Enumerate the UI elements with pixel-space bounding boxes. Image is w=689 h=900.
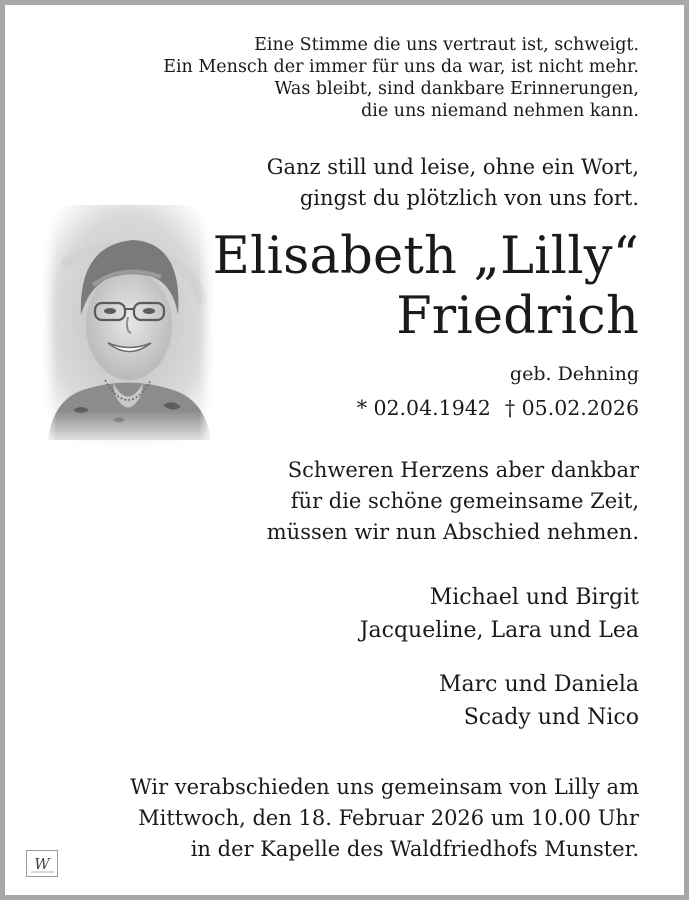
death-date: † 05.02.2026 [504, 396, 639, 420]
message-line: Schweren Herzens aber dankbar [287, 458, 639, 482]
life-dates [357, 393, 639, 423]
family-line: Michael und Birgit [429, 585, 639, 610]
portrait-photo [43, 205, 213, 447]
second-verse [267, 152, 639, 214]
birth-date: * 02.04.1942 [356, 396, 491, 420]
portrait-image [43, 205, 213, 447]
birth-name: geb. Dehning [509, 363, 639, 385]
svg-text:W: W [34, 855, 50, 873]
last-name: Friedrich [396, 287, 639, 346]
family-line: Scady und Nico [463, 705, 639, 730]
family-group-2 [439, 668, 639, 734]
verse-line: gingst du plötzlich von uns fort. [299, 186, 639, 210]
service-line: Mittwoch, den 18. Februar 2026 um 10.00 Uhr [138, 806, 639, 830]
poem-line: Ein Mensch der immer für uns da war, ist nicht mehr. [163, 57, 639, 77]
logo-mark [26, 850, 58, 877]
opening-poem [163, 34, 639, 122]
family-line: Marc und Daniela [438, 672, 639, 697]
farewell-message [267, 455, 639, 548]
deceased-name [213, 227, 639, 347]
family-line: Jacqueline, Lara und Lea [359, 618, 639, 643]
message-line: für die schöne gemeinsame Zeit, [290, 489, 639, 513]
publisher-logo-icon [26, 850, 58, 877]
poem-line: die uns niemand nehmen kann. [361, 101, 639, 121]
verse-line: Ganz still und leise, ohne ein Wort, [266, 155, 639, 179]
service-line: in der Kapelle des Waldfriedhofs Munster. [190, 837, 639, 861]
service-announcement [130, 772, 639, 865]
service-line: Wir verabschieden uns gemeinsam von Lilly am [130, 775, 639, 799]
poem-line: Eine Stimme die uns vertraut ist, schweigt. [254, 35, 639, 55]
poem-line: Was bleibt, sind dankbare Erinnerungen, [274, 79, 639, 99]
first-name: Elisabeth „Lilly“ [212, 227, 639, 286]
message-line: müssen wir nun Abschied nehmen. [266, 520, 639, 544]
family-group-1 [360, 581, 639, 647]
